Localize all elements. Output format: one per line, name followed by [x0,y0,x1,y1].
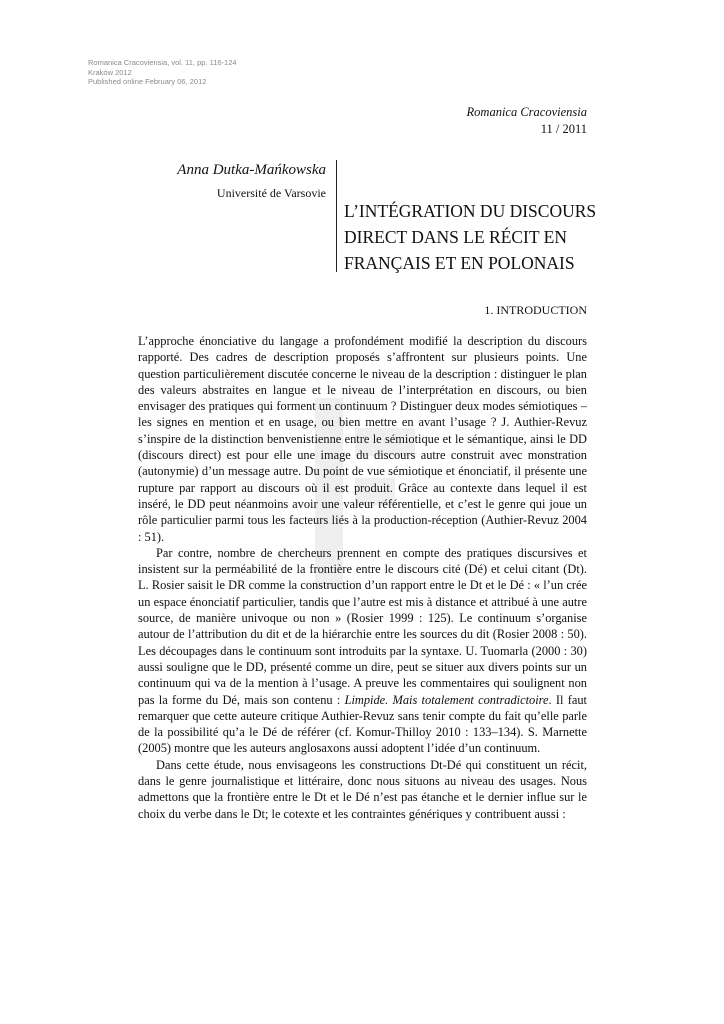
paragraph: L’approche énonciative du langage a profondément modifié la description du discours rapporté. Des cadres de description proposés s’affrontent sur plusieurs points. Une question particulièrement discutée concerne le niveau de la description : distinguer le plan des valeurs abstraites en langue et le niveau de l’interprétation en discours, ou bien envisager des pratiques qui forment un continuum ? Distinguer deux modes sémiotiques – les signes en mention et en usage, ou bien mettre en avant l’usage ? J. Authier-Revuz s’inspire de la distinction benvenistienne entre le sémiotique et le sémantique, ainsi le DD (discours direct) est pour elle une image du discours autre construit avec monstration (autonymie) d’un message autre. Du point de vue sémiotique et énonciatif, il présente une rupture par rapport au discours où il est produit. Grâce au contexte dans lequel il est inséré, le DD peut néanmoins avoir une valeur référentielle, et c’est le genre qui joue un rôle particulier parmi tous les facteurs liés à la production-réception (Authier-Revuz 2004 : 51). [138,334,587,544]
title-line: DIRECT DANS LE RÉCIT EN [344,227,567,247]
title-divider [336,160,337,272]
title-line: L’INTÉGRATION DU DISCOURS [344,201,597,221]
publication-info [88,58,237,87]
author-name: Anna Dutka-Mańkowska [177,162,326,178]
italic-quote: Limpide. Mais totalement contradictoire [344,692,549,707]
publication-info-line: Romanica Cracoviensia, vol. 11, pp. 116-124 [88,58,237,67]
paragraph: Dans cette étude, nous envisageons les constructions Dt-Dé qui constituent un récit, dans le genre journalistique et littéraire, donc nous situons au niveau des usages. Nous admettons que la frontière entre le Dt et le Dé n’est pas étanche et le dernier influe sur le choix du verbe dans le Dt; le cotexte et les contraintes génériques y contribuent aussi : [138,757,587,821]
journal-issue: 11 / 2011 [540,122,587,136]
publication-info-line: Kraków 2012 [88,67,132,77]
paragraph-text: . Il faut remarquer que cette auteure critique Authier-Revuz sans tenir compte du fait qu’elle parle de la possibilité qu’a le Dé de référer (cf. Komur-Thilloy 2010 : 133–134). S. Marnette (2005) montre que les auteurs anglosaxons aussi adoptent l’idée d’un continuum. [138,692,587,756]
paragraph-text: Par contre, nombre de chercheurs prennent en compte des pratiques discursives et insistent sur la perméabilité de la frontière entre le discours cité (Dé) et celui citant (Dt). L. Rosier saisit le DR comme la construction d’un rapport entre le Dt et le Dé : « l’un crée un espace énonciatif particulier, tandis que l’autre est mis à distance et attribué à une autre source, de manière univoque ou non » (Rosier 1999 : 125). Le continuum s’organise autour de l’attribution du dit et de la hiérarchie entre les sources du dit (Rosier 2008 : 50). Les découpages dans le continuum sont introduits par la syntaxe. U. Tuomarla (2000 : 30) aussi souligne que le DD, présenté comme un dire, peut se situer aux divers points sur un continuum qui va de la mention à l’usage. A preuve les commentaires qui soulignent non pas la forme du Dé, mais son contenu : [138,545,587,707]
section-heading: 1. INTRODUCTION [484,303,587,317]
title-line: FRANÇAIS ET EN POLONAIS [344,253,575,273]
article-title [344,198,604,276]
article-body [138,333,587,822]
author-block [177,160,326,203]
author-affiliation: Université de Varsovie [216,186,326,200]
journal-name: Romanica Cracoviensia [466,105,587,119]
journal-header [467,104,587,138]
paragraph [138,545,587,757]
publication-info-line: Published online February 06, 2012 [88,77,207,86]
